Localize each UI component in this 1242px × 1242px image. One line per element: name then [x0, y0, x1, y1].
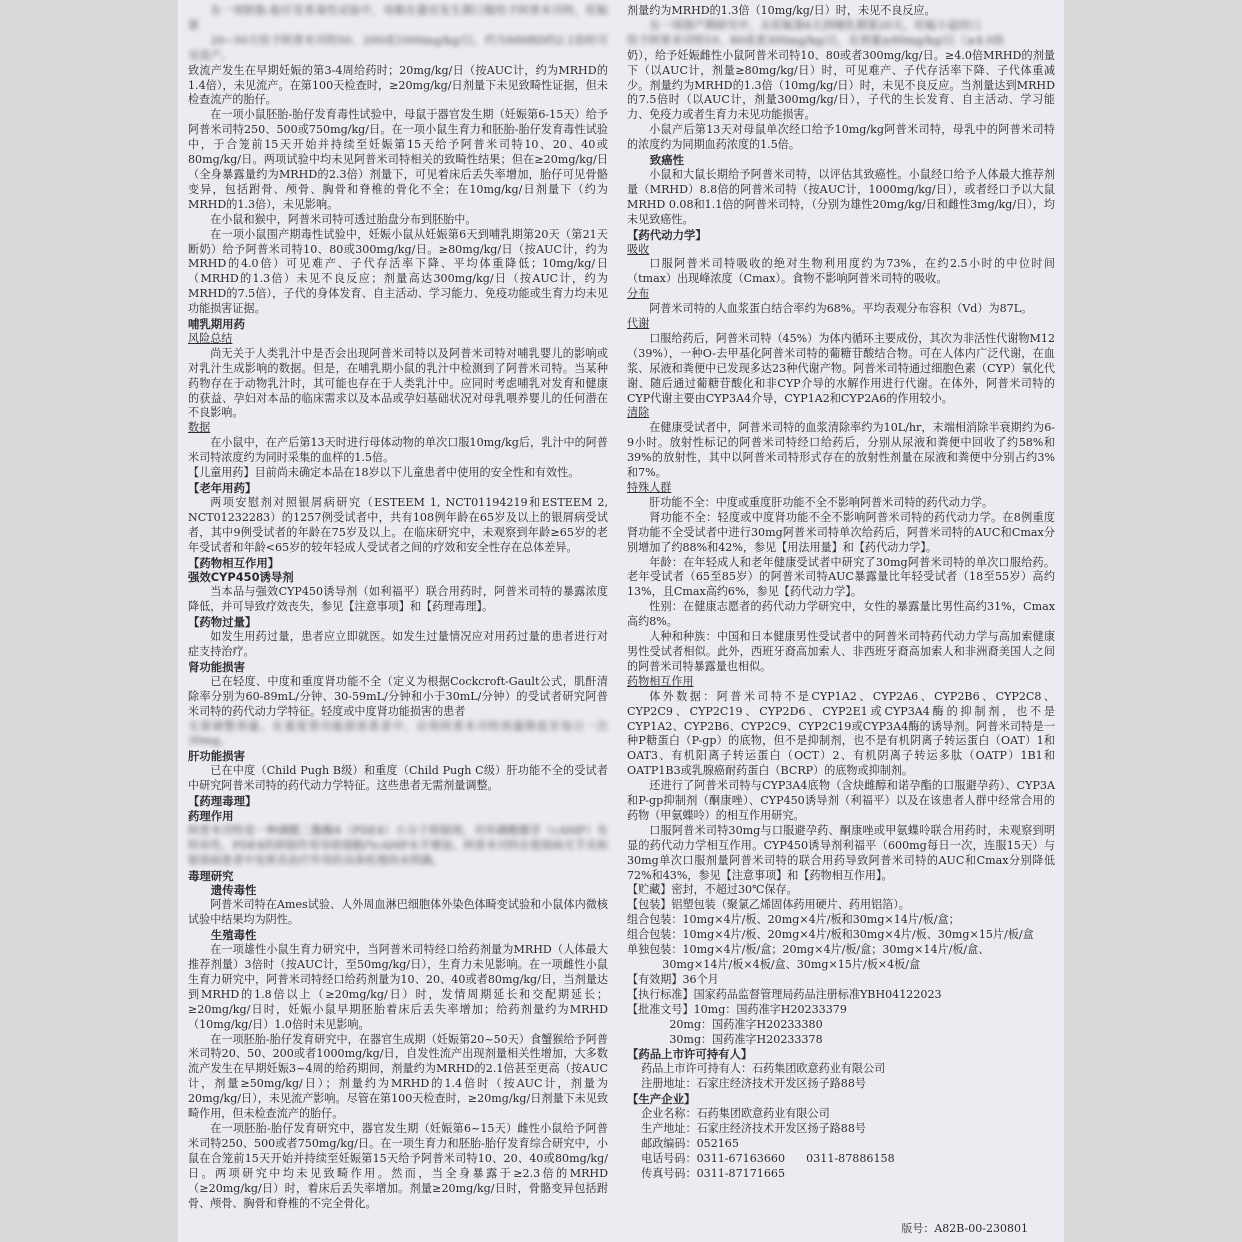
paragraph: 致流产发生在早期妊娠的第3-4周给药时；20mg/kg/日（按AUC计，约为MRHD的1.4倍），未见流产。在第100天检查时，≥20mg/kg/日剂量下未见致畸性证据，但未检查流产的胎仔。: [188, 63, 608, 107]
text-line: 【执行标准】国家药品监督管理局药品注册标准YBH04122023: [627, 987, 942, 1001]
paragraph: 在一项胚胎-胎仔发育毒性试验中，母猴在器官发生期口服给予阿普米司特，妊娠第: [188, 4, 608, 32]
text-line: 【有效期】36个月: [627, 972, 719, 986]
subheading: 致癌性: [649, 153, 684, 168]
version-number: 版号：A82B-00-230801: [901, 1222, 1028, 1235]
paragraph: 口服阿普米司特吸收的绝对生物利用度约为73%，在约2.5小时的中位时间（tmax）出现峰浓度（Cmax）。食物不影响阿普米司特的吸收。: [627, 257, 1055, 286]
text-line: 组合包装：10mg×4片/板、20mg×4片/板和30mg×4片/板、30mg×15片/板/盒: [627, 928, 1034, 942]
subsection-heading: 特殊人群: [627, 481, 672, 494]
paragraph: 肾功能不全：轻度或中度肾功能不全不影响阿普米司特的药代动力学。在8例重度肾功能不全受试者中进行30mg阿普米司特单次给药后，阿普米司特的AUC和Cmax分别增加了约88%和42%，参见【用法用量】和【药代动力学】。: [627, 510, 1055, 554]
paragraph: 在一项雄性小鼠生育力研究中，当阿普米司特经口给药剂量为MRHD（人体最大推荐剂量）3倍时（按AUC计，至50mg/kg/日），生育力未见影响。在一项雌性小鼠生育力研究中，阿普米司特经口给药剂量为10、20、40或者80mg/kg/日，当剂量达到MRHD的1.8倍以上（≥20mg/kg/日）时，发情周期延长和交配期延长；≥20mg/kg/日时，妊娠小鼠早期胚胎着床后丢失率增加；给药剂量约为MRHD（10mg/kg/日）1.0倍时未见影响。: [188, 943, 608, 1031]
section-heading: 【药物相互作用】: [188, 555, 280, 570]
paragraph: 性别：在健康志愿者的药代动力学研究中，女性的暴露量比男性高约31%，Cmax高约8%。: [627, 600, 1055, 629]
paragraph: 当本品与强效CYP450诱导剂（如利福平）联合用药时，阿普米司特的暴露浓度降低，并可导致疗效丧失，参见【注意事项】和【药理毒理】。: [188, 585, 608, 614]
paragraph: 人种和种族：中国和日本健康男性受试者中的阿普米司特药代动力学与高加索健康男性受试者相似。此外，西班牙裔高加索人、非西班牙裔高加索人和非洲裔美国人之间的阿普米司特暴露量也相似。: [627, 630, 1055, 673]
paragraph: 【儿童用药】目前尚未确定本品在18岁以下儿童患者中使用的安全性和有效性。: [188, 466, 580, 480]
paragraph: 【贮藏】密封，不超过30℃保存。: [627, 883, 798, 897]
paragraph: 在一项小鼠围产期毒性试验中，妊娠小鼠从妊娠第6天到哺乳期第20天（第21天断奶）给予阿普米司特10、80或300mg/kg/日。≥80mg/kg/日（按AUC计，约为MRHD的4.0倍）可见难产、子代存活率下降、平均体重降低；10mg/kg/日（MRHD的1.3倍）未见不良反应；剂量高达300mg/kg/日（按AUC计，约为MRHD的7.5倍），子代的身体发育、自主活动、学习能力、免疫功能或生育力均未见功能损害证据。: [188, 227, 608, 316]
paragraph: 两项安慰剂对照银屑病研究（ESTEEM 1, NCT01194219和ESTEEM 2, NCT01232283）的1257例受试者中，共有108例年龄在65岁及以上的银屑病受试者，其中9例受试者的年龄在75岁及以上。在临床研究中，未观察到年龄≥65岁的老年受试者和年龄<65岁的较年轻成人受试者之间的疗效和安全性存在总体差异。: [188, 495, 608, 554]
paragraph: 在小鼠和猴中，阿普米司特可透过胎盘分布到胚胎中。: [210, 212, 477, 226]
subsection-heading: 数据: [188, 421, 211, 435]
paragraph: 阿普米司特在Ames试验、人外周血淋巴细胞体外染色体畸变试验和小鼠体内微核试验中结果均为阴性。: [188, 898, 608, 927]
paragraph: 给予阿普米司特10、80或者300mg/kg/日，在剂量≥80mg/kg/日（≥4.0倍: [627, 33, 1005, 47]
paragraph: 阿普米司特的人血浆蛋白结合率约为68%。平均表观分布容积（Vd）为87L。: [649, 302, 1033, 316]
subsection-heading: 分布: [627, 287, 650, 301]
paragraph: 体外数据：阿普米司特不是CYP1A2、CYP2A6、CYP2B6、CYP2C8、CYP2C9、CYP2C19、CYP2D6、CYP2E1或CYP3A4酶的抑制剂，也不是CYP1A2、CYP2B6、CYP2C9、CYP2C19或CYP3A4酶的诱导剂。阿普米司特是一种P糖蛋白（P-gp）的底物，但不是抑制剂，也不是有机阴离子转运蛋白（OAT）1和OAT3、有机阳离子转运蛋白（OCT）2、有机阴离子转运多肽（OATP）1B1和OATP1B3或乳腺癌耐药蛋白（BCRP）的底物或抑制剂。: [627, 689, 1055, 778]
subheading: 遗传毒性: [210, 883, 257, 898]
paragraph: 20~50天给予阿普米司特50、200或1000mg/kg/日，约为MHRD的2.1倍时可见流产。: [188, 33, 608, 62]
text-line: 邮政编码：052165: [627, 1136, 739, 1150]
paragraph: 在一项围产期研究中，从妊娠第6天到哺乳期第20天，妊娠小鼠经口: [649, 18, 981, 32]
text-line: 30mg：国药准字H20233378: [627, 1032, 823, 1046]
paragraph: 在一项胚胎-胎仔发育研究中，在器官生成期（妊娠第20~50天）食蟹猴给予阿普米司特20、50、200或者1000mg/kg/日，自发性流产出现剂量相关性增加，大多数流产发生在早期妊娠3~4周的给药期间，剂量约为MRHD的2.1倍甚至更高（按AUC计，剂量≥50mg/kg/日）；剂量约为MRHD的1.4倍时（按AUC计，剂量为20mg/kg/日），未见流产影响。尽管在第100天检查时，≥20mg/kg/日剂量下未见致畸作用，但未检查流产的胎仔。: [188, 1032, 608, 1121]
paragraph: 在健康受试者中，阿普米司特的血浆清除率约为10L/hr，末端相消除半衰期约为6-9小时。放射性标记的阿普米司特经口给药后，分别从尿液和粪便中回收了约58%和39%的放射性，其中以阿普米司特形式存在的放射性剂量在尿液和粪便中分别占约3%和7%。: [627, 421, 1055, 480]
right-column: [627, 4, 1055, 1182]
text-line: 注册地址：石家庄经济技术开发区扬子路88号: [627, 1077, 867, 1091]
paragraph: 剂量约为MRHD的1.3倍（10mg/kg/日）时，未见不良反应。: [627, 4, 936, 17]
paragraph: 已在轻度、中度和重度肾功能不全（定义为根据Cockcroft-Gault公式，肌酐清除率分别为60-89mL/分钟、30-59mL/分钟和小于30mL/分钟）的受试者研究阿普米司特的药代动力学特征。轻度或中度肾功能损害的患者: [188, 674, 608, 718]
section-heading: 药理作用: [188, 808, 234, 823]
paragraph: 口服阿普米司特30mg与口服避孕药、酮康唑或甲氨蝶呤联合用药时，未观察到明显的药代动力学相互作用。CYP450诱导剂利福平（600mg每日一次，连服15天）与30mg单次口服剂量阿普米司特的联合用药导致阿普米司特的AUC和Cmax分别降低72%和43%，参见【注意事项】和【药物相互作用】。: [627, 823, 1055, 882]
section-heading: 【老年用药】: [188, 481, 257, 495]
paragraph: 已在中度（Child Pugh B级）和重度（Child Pugh C级）肝功能不全的受试者中研究阿普米司特的药代动力学特征。这些患者无需剂量调整。: [188, 764, 608, 793]
text-line: 单独包装：10mg×4片/板/盒；20mg×4片/板/盒；30mg×14片/板/盒、: [627, 943, 990, 957]
text-line: 30mg×14片/板×4板/盒、30mg×15片/板×4板/盒: [627, 958, 921, 971]
text-line: 药品上市许可持有人：石药集团欧意药业有限公司: [627, 1062, 886, 1076]
package-insert-page: [178, 0, 1064, 1242]
section-heading: 肝功能损害: [188, 749, 245, 764]
text-line: 生产地址：石家庄经济技术开发区扬子路88号: [627, 1121, 867, 1135]
section-heading: 【药品上市许可持有人】: [627, 1047, 753, 1062]
paragraph: 小鼠和大鼠长期给予阿普米司特，以评估其致癌性。小鼠经口给予人体最大推荐剂量（MRHD）8.8倍的阿普米司特（按AUC计，1000mg/kg/日），或者经口予以大鼠MRHD 0.08和1.1倍的阿普米司特，（分别为雄性20mg/kg/日和雌性3mg/kg/日），均未见致癌性。: [627, 167, 1055, 226]
paragraph: 肝功能不全：中度或重度肝功能不全不影响阿普米司特的药代动力学。: [649, 495, 994, 509]
paragraph: 阿普米司特是一种磷酸二酯酶4（PDE4）小分子抑制剂，对环磷酸腺苷（cAMP）有特异性。PDE4的抑制作用导致细胞内cAMP水平增加。阿普米司特在银屑病关节炎和银屑病患者中发挥其治疗作用的具体机理尚未明确。: [188, 823, 608, 867]
section-heading: 肾功能损害: [188, 659, 245, 674]
text-line: 20mg：国药准字H20233380: [627, 1017, 823, 1031]
section-heading: 哺乳期用药: [188, 317, 245, 332]
left-column: [188, 4, 608, 1211]
subsection-heading: 药物相互作用: [627, 674, 694, 688]
paragraph: 如发生用药过量，患者应立即就医。如发生过量情况应对用药过量的患者进行对症支持治疗。: [188, 630, 608, 658]
text-line: 组合包装：10mg×4片/板、20mg×4片/板和30mg×14片/板/盒；: [627, 913, 960, 927]
paragraph: 还进行了阿普米司特与CYP3A4底物（含炔雌醇和诺孕酯的口服避孕药）、CYP3A和P-gp抑制剂（酮康唑）、CYP450诱导剂（利福平）以及在该患者人群中经常合用的药物（甲氨蝶呤）的相互作用研究。: [627, 779, 1055, 822]
paragraph: 在一项小鼠胚胎-胎仔发育毒性试验中，母鼠于器官发生期（妊娠第6-15天）给予阿普米司特250、500或750mg/kg/日。在一项小鼠生育力和胚胎-胎仔发育毒性试验中，于合笼前15天开始并持续至妊娠第15天给予阿普米司特10、20、40或80mg/kg/日。两项试验中均未见阿普米司特相关的致畸性结果；但在≥20mg/kg/日（全身暴露量约为MRHD的2.3倍）剂量下，可见着床后丢失率增加，胎仔可见骨骼变异，包括跗骨、颅骨、胸骨和脊椎的骨化不全；在10mg/kg/日剂量下（约为MRHD的1.3倍），未见影响。: [188, 108, 608, 211]
subheading: 生殖毒性: [210, 928, 257, 943]
paragraph: 年龄：在年轻成人和老年健康受试者中研究了30mg阿普米司特的单次口服给药。老年受试者（65至85岁）的阿普米司特AUC暴露量比年轻受试者（18至55岁）高约13%，且Cmax高约6%，参见【药代动力学】。: [627, 555, 1055, 599]
section-heading: 强效CYP450诱导剂: [188, 570, 294, 585]
text-line: 传真号码：0311-87171665: [627, 1166, 786, 1180]
section-heading: 毒理研究: [188, 868, 234, 883]
subsection-heading: 代谢: [627, 317, 650, 331]
text-line: 企业名称：石药集团欧意药业有限公司: [627, 1107, 830, 1121]
paragraph: 在一项胚胎-胎仔发育研究中，器官发生期（妊娠第6~15天）雌性小鼠给予阿普米司特250、500或者750mg/kg/日。在一项生育力和胚胎-胎仔发育综合研究中，小鼠在合笼前15天开始并持续至妊娠第15天给予阿普米司特10、20、40或80mg/kg/日。两项研究中均未见致畸作用。然而，当全身暴露于≥2.3倍的MRHD（≥20mg/kg/日）时，着床后丢失率增加。剂量≥20mg/kg/日时，骨骼变异包括跗骨、颅骨、胸骨和脊椎的不完全骨化。: [188, 1121, 608, 1210]
text-line: 电话号码：0311-67163660 0311-87886158: [627, 1151, 895, 1165]
section-heading: 【药代动力学】: [627, 227, 707, 242]
paragraph: 无需调整剂量。在重度肾功能损害患者中，应将阿普米司特剂量降低至每日一次30mg。: [188, 719, 608, 748]
subsection-heading: 清除: [627, 406, 650, 420]
section-heading: 【生产企业】: [627, 1092, 696, 1107]
paragraph: 奶），给予妊娠雌性小鼠阿普米司特10、80或者300mg/kg/日。≥4.0倍MRHD的剂量下（以AUC计，剂量≥80mg/kg/日）时，可见难产、子代存活率下降、子代体重减少。剂量约为MRHD的1.3倍（10mg/kg/日）时，未见不良反应。当剂量达到MRHD的7.5倍时（以AUC计，剂量300mg/kg/日），子代的生长发育、自主活动、学习能力、免疫力或者生育力未见功能损害。: [627, 48, 1055, 122]
text-line: 【批准文号】10mg：国药准字H20233379: [627, 1002, 847, 1016]
section-heading: 【药物过量】: [188, 615, 257, 630]
subsection-heading: 风险总结: [188, 331, 233, 345]
subsection-heading: 吸收: [627, 242, 650, 256]
paragraph: 小鼠产后第13天对母鼠单次经口给予10mg/kg阿普米司特，母乳中的阿普米司特的浓度约为同期血药浓度的1.5倍。: [627, 123, 1055, 152]
paragraph: 在小鼠中，在产后第13天时进行母体动物的单次口服10mg/kg后，乳汁中的阿普米司特浓度约为同时采集的血样的1.5倍。: [188, 436, 608, 465]
paragraph: 尚无关于人类乳汁中是否会出现阿普米司特以及阿普米司特对哺乳婴儿的影响或对乳汁生成影响的数据。但是，在哺乳期小鼠的乳汁中检测到了阿普米司特。当某种药物存在于动物乳汁时，其可能也存在于人类乳汁中。应同时考虑哺乳对发育和健康的获益、孕妇对本品的临床需求以及本品或孕妇基础状况对母乳喂养婴儿的任何潜在不良影响。: [188, 346, 608, 420]
paragraph: 口服给药后，阿普米司特（45%）为体内循环主要成份，其次为非活性代谢物M12（39%），一种O-去甲基化阿普米司特的葡糖苷酸结合物。可在人体内广泛代谢，在血浆、尿液和粪便中已发现多达23种代谢产物。阿普米司特通过细胞色素（CYP）氧化代谢、随后通过葡糖苷酸化和非CYP介导的水解作用进行代谢。在体外，阿普米司特的CYP代谢主要由CYP3A4介导，CYP1A2和CYP2A6的作用较小。: [627, 331, 1055, 405]
paragraph: 【包装】铝塑包装（聚氯乙烯固体药用硬片、药用铝箔）。: [627, 898, 910, 912]
section-heading: 【药理毒理】: [188, 794, 257, 809]
